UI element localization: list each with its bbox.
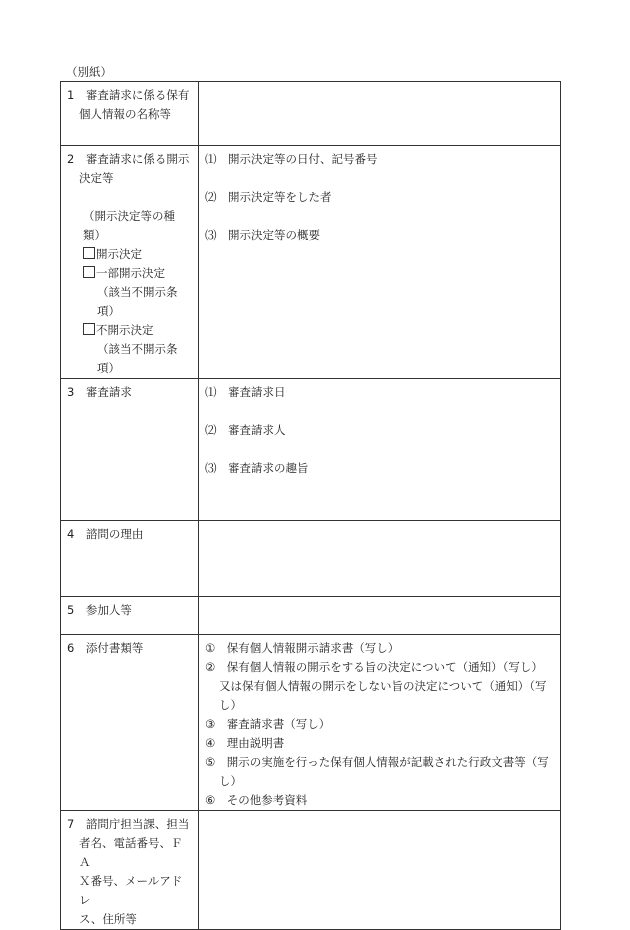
review-request-date: ⑴ 審査請求日 bbox=[205, 385, 286, 399]
review-requester: ⑵ 審査請求人 bbox=[205, 423, 286, 437]
content-cell[interactable] bbox=[199, 146, 561, 379]
row2-label-line2: 決定等 bbox=[79, 171, 114, 185]
row7-label-line4: ス、住所等 bbox=[79, 912, 137, 926]
document-label: （別紙） bbox=[66, 65, 112, 79]
content-cell[interactable] bbox=[199, 521, 561, 597]
label-cell bbox=[61, 146, 199, 379]
attachment-item: ⑥ その他参考資料 bbox=[205, 793, 308, 807]
row6-label: 6 添付書類等 bbox=[67, 641, 144, 655]
label-cell bbox=[61, 379, 199, 521]
option-disclosure[interactable]: 開示決定 bbox=[67, 245, 192, 264]
attachment-item: ③ 審査請求書（写し） bbox=[205, 717, 331, 731]
attachment-item: ② 保有個人情報の開示をする旨の決定について（通知）（写し） bbox=[205, 660, 543, 674]
decision-kind-header: （開示決定等の種類） bbox=[83, 209, 175, 242]
attachment-item: ⑤ 開示の実施を行った保有個人情報が記載された行政文書等（写 bbox=[205, 755, 549, 769]
row-inquiry-reason bbox=[61, 521, 561, 597]
row7-label-line2: 者名、電話番号、ＦＡ bbox=[79, 836, 183, 869]
inquiry-form-table bbox=[60, 81, 561, 930]
label-cell bbox=[61, 521, 199, 597]
nondisclosure-clause: （該当不開示条項） bbox=[97, 342, 178, 375]
content-cell[interactable] bbox=[199, 635, 561, 811]
attachment-item: ① 保有個人情報開示請求書（写し） bbox=[205, 641, 400, 655]
row-review-request bbox=[61, 379, 561, 521]
label-cell bbox=[61, 82, 199, 146]
label-cell bbox=[61, 597, 199, 635]
row2-label-line1: 2 審査請求に係る開示 bbox=[67, 152, 190, 166]
row-participants bbox=[61, 597, 561, 635]
checkbox-nondisclosure[interactable] bbox=[83, 323, 95, 335]
decision-summary: ⑶ 開示決定等の概要 bbox=[205, 228, 320, 242]
attachment-item-cont: し） bbox=[219, 774, 242, 788]
row5-label: 5 参加人等 bbox=[67, 603, 132, 617]
content-cell[interactable] bbox=[199, 597, 561, 635]
review-request-purpose: ⑶ 審査請求の趣旨 bbox=[205, 461, 309, 475]
decision-maker: ⑵ 開示決定等をした者 bbox=[205, 190, 332, 204]
row-contact-info bbox=[61, 811, 561, 930]
attachment-item: ④ 理由説明書 bbox=[205, 736, 285, 750]
content-cell[interactable] bbox=[199, 811, 561, 930]
checkbox-disclosure[interactable] bbox=[83, 247, 95, 259]
row3-label: 3 審査請求 bbox=[67, 385, 132, 399]
row4-label: 4 諮問の理由 bbox=[67, 527, 144, 541]
content-cell[interactable] bbox=[199, 82, 561, 146]
row-disclosure-decision bbox=[61, 146, 561, 379]
row7-label-line1: 7 諮問庁担当課、担当 bbox=[67, 817, 190, 831]
decision-date-number: ⑴ 開示決定等の日付、記号番号 bbox=[205, 152, 378, 166]
partial-nondisclosure-clause: （該当不開示条項） bbox=[97, 285, 178, 318]
attachment-item-cont: 又は保有個人情報の開示をしない旨の決定について（通知）（写 bbox=[219, 679, 547, 693]
option-nondisclosure[interactable]: 不開示決定 bbox=[67, 321, 192, 340]
row-personal-info-name bbox=[61, 82, 561, 146]
label-cell bbox=[61, 635, 199, 811]
checkbox-partial-disclosure[interactable] bbox=[83, 266, 95, 278]
label-cell bbox=[61, 811, 199, 930]
row1-label-line1: 1 審査請求に係る保有 bbox=[67, 88, 190, 102]
row1-label-line2: 個人情報の名称等 bbox=[79, 107, 171, 121]
attachment-item-cont: し） bbox=[219, 698, 242, 712]
option-partial-disclosure[interactable]: 一部開示決定 bbox=[67, 264, 192, 283]
row-attachments bbox=[61, 635, 561, 811]
row7-label-line3: Ｘ番号、メールアドレ bbox=[79, 874, 183, 907]
content-cell[interactable] bbox=[199, 379, 561, 521]
